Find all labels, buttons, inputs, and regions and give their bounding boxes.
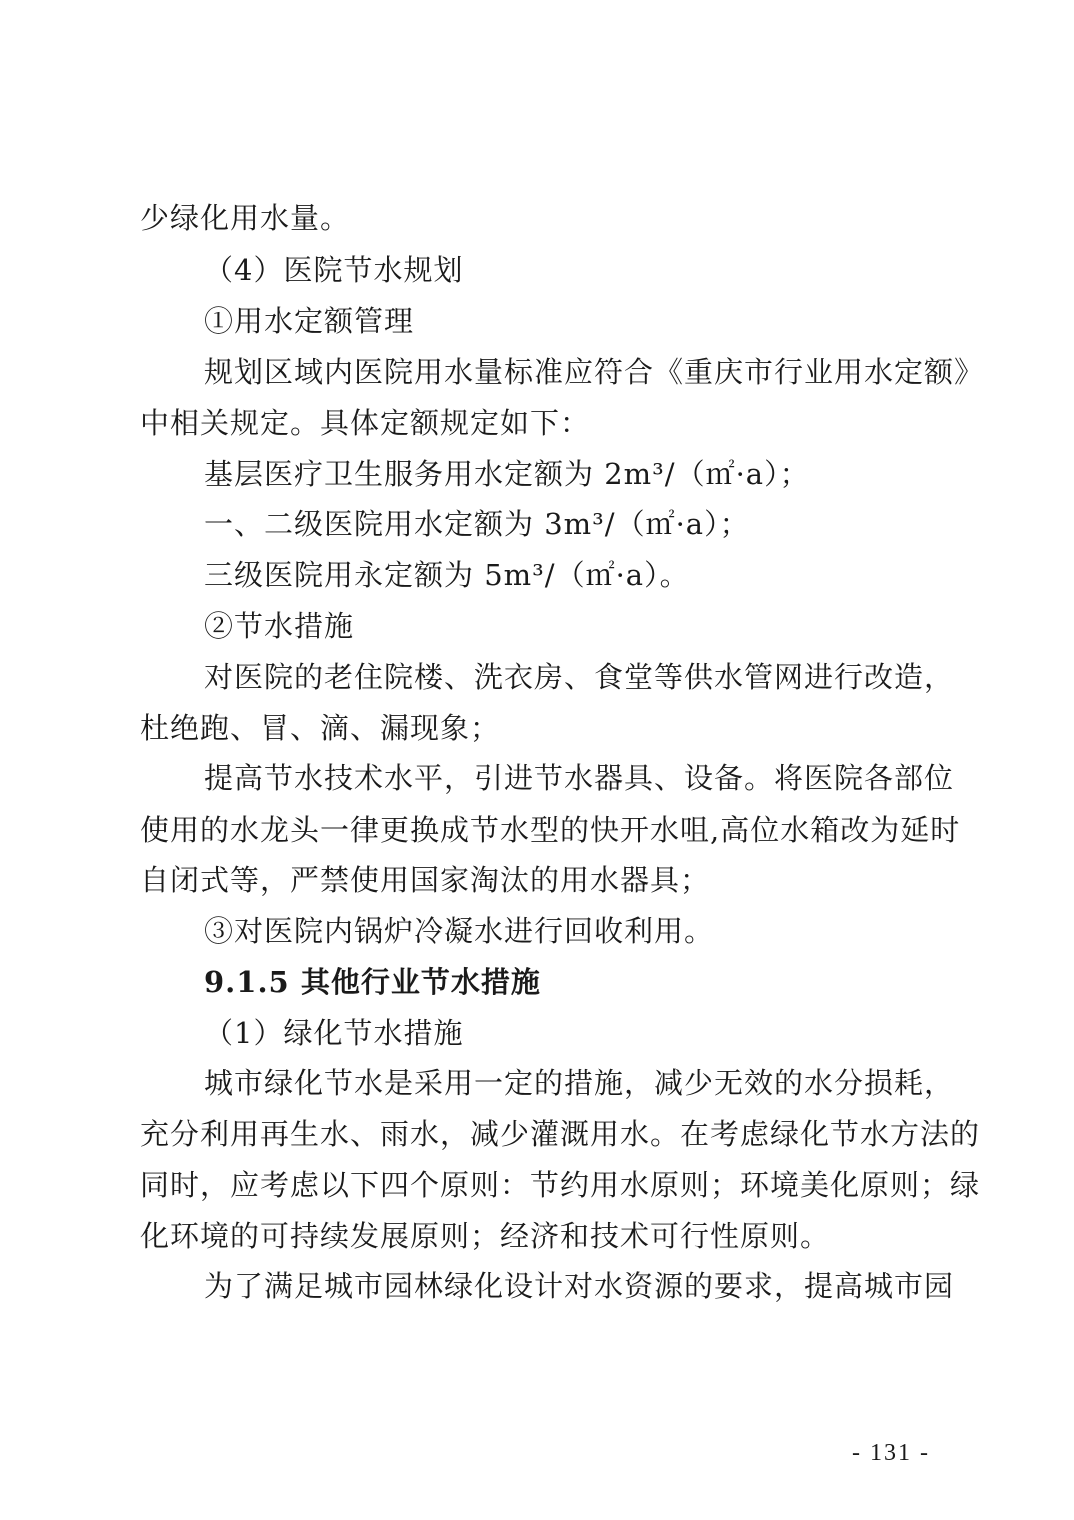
page-number: - 131 - <box>852 1440 930 1466</box>
body-text-line: 自闭式等，严禁使用国家淘汰的用水器具； <box>140 863 711 897</box>
subsection-heading: （1）绿化节水措施 <box>204 1016 464 1050</box>
body-text-line: 规划区域内医院用水量标准应符合《重庆市行业用水定额》 <box>204 355 985 389</box>
body-text-line: 充分利用再生水、雨水，减少灌溉用水。在考虑绿化节水方法的 <box>140 1117 981 1151</box>
subsection-heading: （4）医院节水规划 <box>204 253 464 287</box>
item-heading: ②节水措施 <box>204 609 355 643</box>
body-text-line: 对医院的老住院楼、洗衣房、食堂等供水管网进行改造， <box>204 660 955 694</box>
item-heading: ③对医院内锅炉冷凝水进行回收利用。 <box>204 914 715 948</box>
section-heading: 9.1.5 其他行业节水措施 <box>204 965 541 999</box>
quota-line: 三级医院用永定额为 5m³/（㎡·a）。 <box>204 558 690 592</box>
quota-line: 基层医疗卫生服务用水定额为 2m³/（㎡·a）； <box>204 457 810 491</box>
body-text-line: 化环境的可持续发展原则；经济和技术可行性原则。 <box>140 1219 831 1253</box>
quota-line: 一、二级医院用水定额为 3m³/（㎡·a）； <box>204 507 750 541</box>
body-text-line: 为了满足城市园林绿化设计对水资源的要求，提高城市园 <box>204 1269 955 1303</box>
body-text-line: 城市绿化节水是采用一定的措施，减少无效的水分损耗， <box>204 1066 955 1100</box>
item-heading: ①用水定额管理 <box>204 304 415 338</box>
body-text-line: 提高节水技术水平，引进节水器具、设备。将医院各部位 <box>204 761 955 795</box>
body-text-line: 少绿化用水量。 <box>140 201 351 235</box>
body-text-line: 使用的水龙头一律更换成节水型的快开水咀,高位水箱改为延时 <box>140 813 961 847</box>
body-text-line: 中相关规定。具体定额规定如下： <box>140 406 591 440</box>
body-text-line: 杜绝跑、冒、滴、漏现象； <box>140 711 501 745</box>
body-text-line: 同时，应考虑以下四个原则：节约用水原则；环境美化原则；绿 <box>140 1168 981 1202</box>
